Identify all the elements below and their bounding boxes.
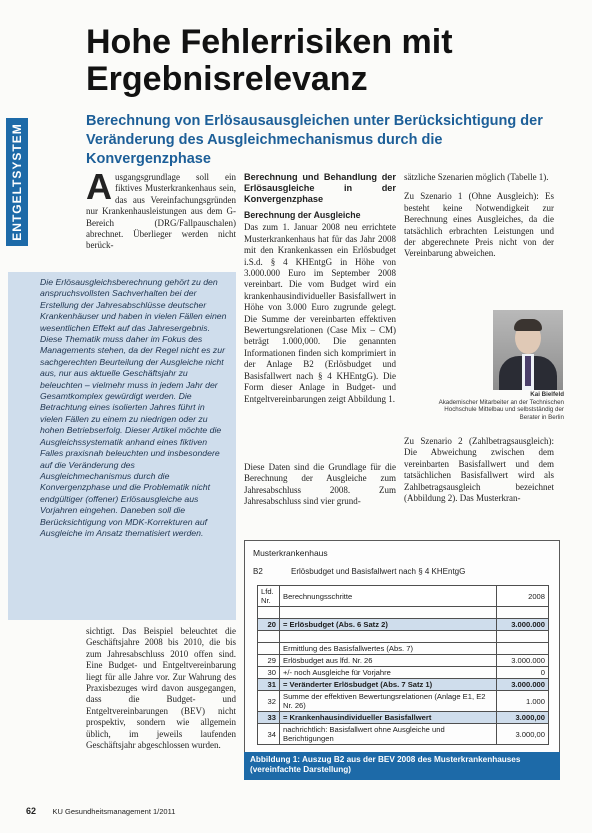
table-cell-label: nachrichtlich: Basisfallwert ohne Ausgleiche und Berichtigungen (280, 724, 497, 745)
column-2-bottom (244, 462, 396, 510)
table-cell-value: 3.000.000 (497, 619, 549, 631)
body-text-3c: Zu Szenario 2 (Zahlbetragsausgleich): Die Abweichung zwischen dem vereinbarten Basisfallwert und dem tatsächlichen Basisfallwert wird als Zahlbetragsausgleich bezeichnet (Abbildung 2). Das Musterkran- (404, 436, 554, 504)
table-row (258, 655, 549, 667)
drop-cap: A (86, 166, 112, 207)
table-cell-value: 3.000.000 (497, 679, 549, 691)
table-cell-nr: 34 (258, 724, 280, 745)
table-cell-label: Erlösbudget aus lfd. Nr. 26 (280, 655, 497, 667)
table-cell-nr: 31 (258, 679, 280, 691)
body-text-1b: sichtigt. Das Beispiel beleuchtet die Geschäftsjahre 2008 bis 2010, die bis zum Jahresabschluss 2010 offen sind. Eine Budget- und Entgeltvereinbarung liegt für alle Jahre vor. Zur Wahrung des Praxisbezuges wird davon ausgegangen, dass die Budget- und Entgeltvereinbarungen (BEV) nicht prospektiv, sondern wie allgemein üblich, im jeweils laufenden Geschäftsjahr abgeschlossen wurden. (86, 626, 236, 751)
author-name: Kai Bielfeld (530, 391, 564, 398)
column-header-nr: Lfd. Nr. (258, 586, 280, 607)
table-cell-value: 3.000,00 (497, 712, 549, 724)
table-row (258, 631, 549, 643)
abstract-text: Die Erlösausgleichsberechnung gehört zu den anspruchsvollsten Sachverhalten bei der Erstellung der Jahresabschlüsse deutscher Krankenhäuser und haben in vielen Fällen einen wesentlichen Effekt auf das Jahresergebnis. Diese Thematik muss daher im Fokus des Managements stehen, da der Regel nicht es zur sachgerechten Beurteilung der Ausgleiche nicht aus, nur aus aktuelle Geschäftsjahr zu beleuchten – vielmehr muss in jedem Jahr der Gesamtkomplex gewürdigt werden. Die Betrachtung eines isolierten Jahres führt in vielen Fällen zu einem zu niedrigen oder zu hohen Betriebserfolg. Dieser Artikel möchte die Ausgleichssystematik anhand eines fiktiven Falles praxisnah beleuchten und insbesondere auf die Veränderung des Ausgleichmechanismus durch die Konvergenzphase und die Problematik nicht endgültiger (offener) Erlösausgleiche aus Vorjahren eingehen. Daneben soll die Berücksichtigung von MDK-Korrekturen auf Ausgleiche im Ansatz thematisiert werden. (40, 277, 227, 538)
column-header-label: Berechnungsschritte (280, 586, 497, 607)
table-cell-label: Summe der effektiven Bewertungsrelationen (Anlage E1, E2 Nr. 26) (280, 691, 497, 712)
column-2-top (244, 172, 396, 407)
table-cell-value (497, 643, 549, 655)
author-bio: Akademischer Mitarbeiter an der Technischen Hochschule Mittelbau und selbstständig der Berater in Berlin (438, 398, 564, 421)
table-row (258, 619, 549, 631)
author-photo (493, 310, 563, 390)
table-cell-value: 3.000.000 (497, 655, 549, 667)
table-row (258, 712, 549, 724)
subsection-heading: Berechnung der Ausgleiche (244, 210, 361, 220)
abstract-box (8, 272, 236, 620)
article-subtitle: Berechnung von Erlösausausgleichen unter Berücksichtigung der Veränderung des Ausgleichmechanismus durch die Konvergenzphase (86, 113, 543, 167)
table-cell-nr (258, 607, 280, 619)
table-cell-nr: 29 (258, 655, 280, 667)
table-meta (253, 567, 491, 576)
section-tab (6, 118, 28, 246)
table-cell-label: Ermittlung des Basisfallwertes (Abs. 7) (280, 643, 497, 655)
table-row (258, 667, 549, 679)
table-cell-label (280, 607, 497, 619)
table-row (258, 607, 549, 619)
table-description: Erlösbudget und Basisfallwert nach § 4 KHEntgG (291, 567, 466, 576)
table-cell-value (497, 631, 549, 643)
section-heading: Berechnung und Behandlung der Erlösausgleiche in der Konvergenzphase (244, 172, 396, 204)
article-title: Hohe Fehlerrisiken mit Ergebnisrelevanz (86, 23, 453, 98)
table-row (258, 643, 549, 655)
figure-table (244, 540, 560, 768)
page-number: 62 (26, 806, 37, 816)
table-cell-nr (258, 643, 280, 655)
figure-caption: Abbildung 1: Auszug B2 aus der BEV 2008 des Musterkrankenhauses (vereinfachte Darstellung) (244, 752, 560, 780)
table-cell-label (280, 631, 497, 643)
table-cell-nr: 20 (258, 619, 280, 631)
table-cell-label: +/- noch Ausgleiche für Vorjahre (280, 667, 497, 679)
photo-caption (430, 391, 564, 421)
column-3-bottom (404, 436, 554, 506)
table-cell-label: = Erlösbudget (Abs. 6 Satz 2) (280, 619, 497, 631)
table-cell-label: = Krankenhausindividueller Basisfallwert (280, 712, 497, 724)
body-text-3b: Zu Szenario 1 (Ohne Ausgleich): Es besteht keine Notwendigkeit zur Berechnung eines Ausgleiches, da die tatsächlich erbrachten Leistungen und der abgerechnete Preis nicht von der Vereinbarung abweichen. (404, 191, 554, 259)
page-footer (26, 806, 175, 816)
section-tab-label: ENTGELTSYSTEM (10, 123, 24, 241)
table-code: B2 (253, 567, 263, 576)
table-cell-value (497, 607, 549, 619)
journal-name: KU Gesundheitsmanagement 1/2011 (52, 807, 176, 816)
column-header-year: 2008 (497, 586, 549, 607)
table-cell-nr (258, 631, 280, 643)
table-cell-value: 0 (497, 667, 549, 679)
body-text-2b: Diese Daten sind die Grundlage für die Berechnung der Ausgleiche zum Jahresabschluss 2008. Zum Jahresabschluss sind vier grund- (244, 462, 396, 507)
table-cell-nr: 32 (258, 691, 280, 712)
intro-text: usgangsgrundlage soll ein fiktives Musterkrankenhaus sein, das aus Vereinfachungsgründen nur Krankenhausleistungen aus dem G-Bereich (DRG/Fallpauschalen) abrechnet. Überlieger werden nicht berück- (86, 172, 236, 251)
table-cell-label: = Veränderter Erlösbudget (Abs. 7 Satz 1) (280, 679, 497, 691)
table-cell-nr: 30 (258, 667, 280, 679)
table-body (258, 607, 549, 745)
table-cell-value: 3.000,00 (497, 724, 549, 745)
budget-table (257, 585, 549, 745)
table-cell-nr: 33 (258, 712, 280, 724)
body-text-3a: sätzliche Szenarien möglich (Tabelle 1). (404, 172, 549, 182)
table-row (258, 679, 549, 691)
body-text-2: Das zum 1. Januar 2008 neu errichtete Musterkrankenhaus hat für das Jahr 2008 mit den Krankenkassen ein Erlösbudget i.S.d. § 4 KHEntgG in Höhe von 3.000.000 Euro im September 2008 vereinbart. Die vom Budget wird ein krankenhausindividueller Basisfallwert in Höhe von 3.000 Euro zugrunde gelegt. Die Summe der vereinbarten effektiven Bewertungsrelationen (Case Mix – CM) beträgt 1.000,000. Die genannten Informationen finden sich komprimiert in der Anlage B2 (Erlösbudget und Basisfallwert nach § 4 KHEntgG). Die Form dieser Anlage in Budget- und Entgeltvereinbarungen zeigt Abbildung 1. (244, 222, 396, 404)
column-3-top (404, 172, 554, 262)
table-row (258, 724, 549, 745)
table-cell-value: 1.000 (497, 691, 549, 712)
table-title: Musterkrankenhaus (253, 548, 328, 558)
table-row (258, 691, 549, 712)
column-1-top (86, 166, 236, 252)
column-1-bottom (86, 626, 236, 753)
